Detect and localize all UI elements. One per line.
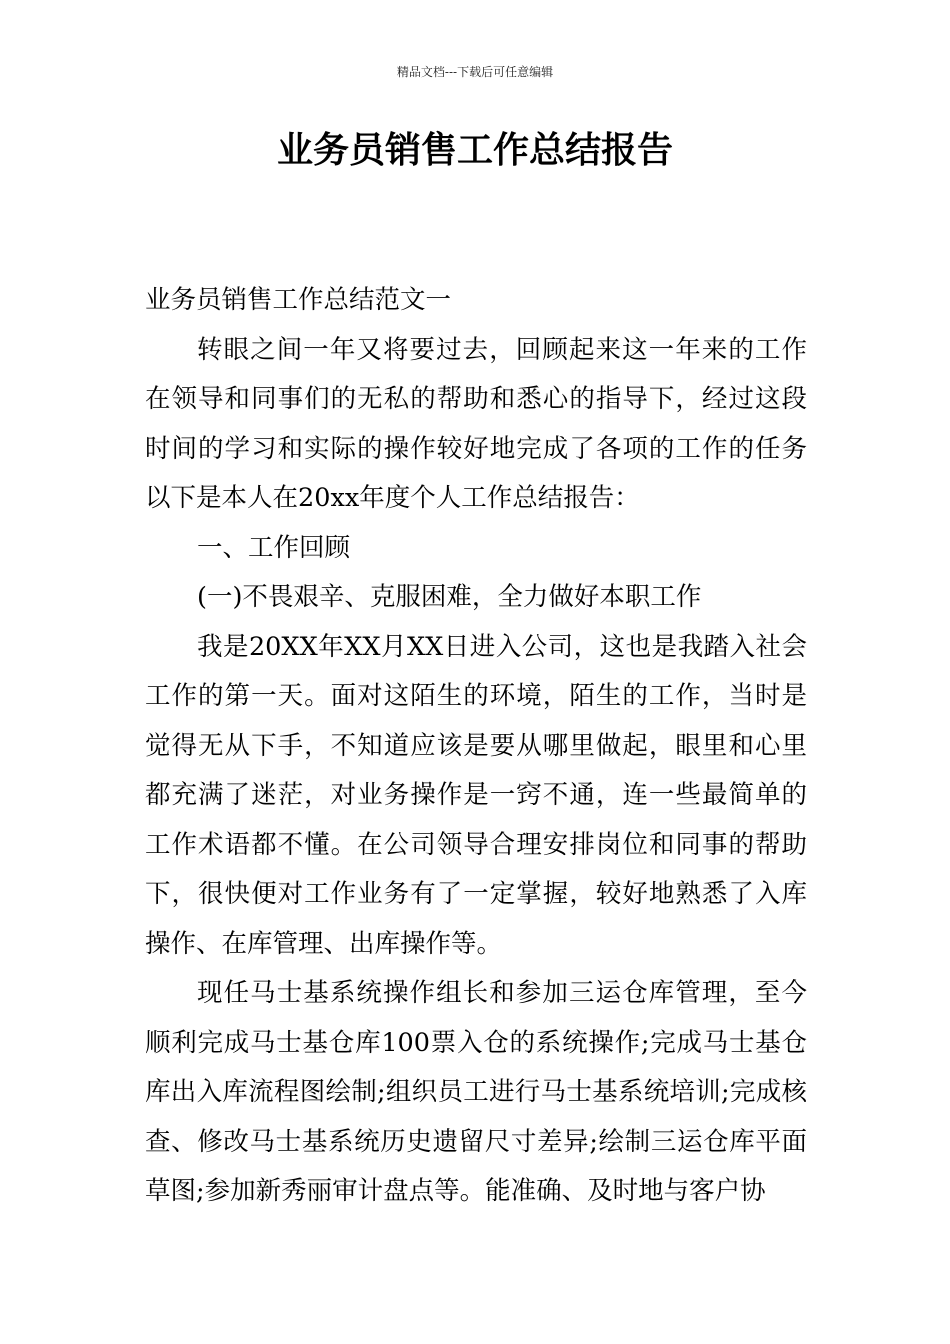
document-title: 业务员销售工作总结报告: [276, 130, 673, 171]
header-note: 精品文档---下载后可任意编辑: [396, 65, 554, 79]
document-body: [145, 276, 807, 1217]
section-subtitle: 业务员销售工作总结范文一: [145, 285, 452, 315]
subsection-heading: (一)不畏艰辛、克服困难，全力做好本职工作: [197, 582, 702, 612]
intro-paragraph: 转眼之间一年又将要过去，回顾起来这一年来的工作在领导和同事们的无私的帮助和悉心的指导下，经过这段时间的学习和实际的操作较好地完成了各项的工作的任务以下是本人在20xx年度个人工作总结报告：: [145, 334, 807, 513]
paragraph-joining-company: 我是20XX年XX月XX日进入公司，这也是我踏入社会工作的第一天。面对这陌生的环境，陌生的工作，当时是觉得无从下手，不知道应该是要从哪里做起，眼里和心里都充满了迷茫，对业务操作是一窍不通，连一些最简单的工作术语都不懂。在公司领导合理安排岗位和同事的帮助下，很快便对工作业务有了一定掌握，较好地熟悉了入库操作、在库管理、出库操作等。: [145, 631, 807, 959]
section-heading-work-review: 一、工作回顾: [197, 532, 351, 563]
paragraph-current-role: 现任马士基系统操作组长和参加三运仓库管理，至今顺利完成马士基仓库100票入仓的系统操作;完成马士基仓库出入库流程图绘制;组织员工进行马士基系统培训;完成核查、修改马士基系统历史遗留尺寸差异;绘制三运仓库平面草图;参加新秀丽审计盘点等。能准确、及时地与客户协: [145, 978, 807, 1206]
